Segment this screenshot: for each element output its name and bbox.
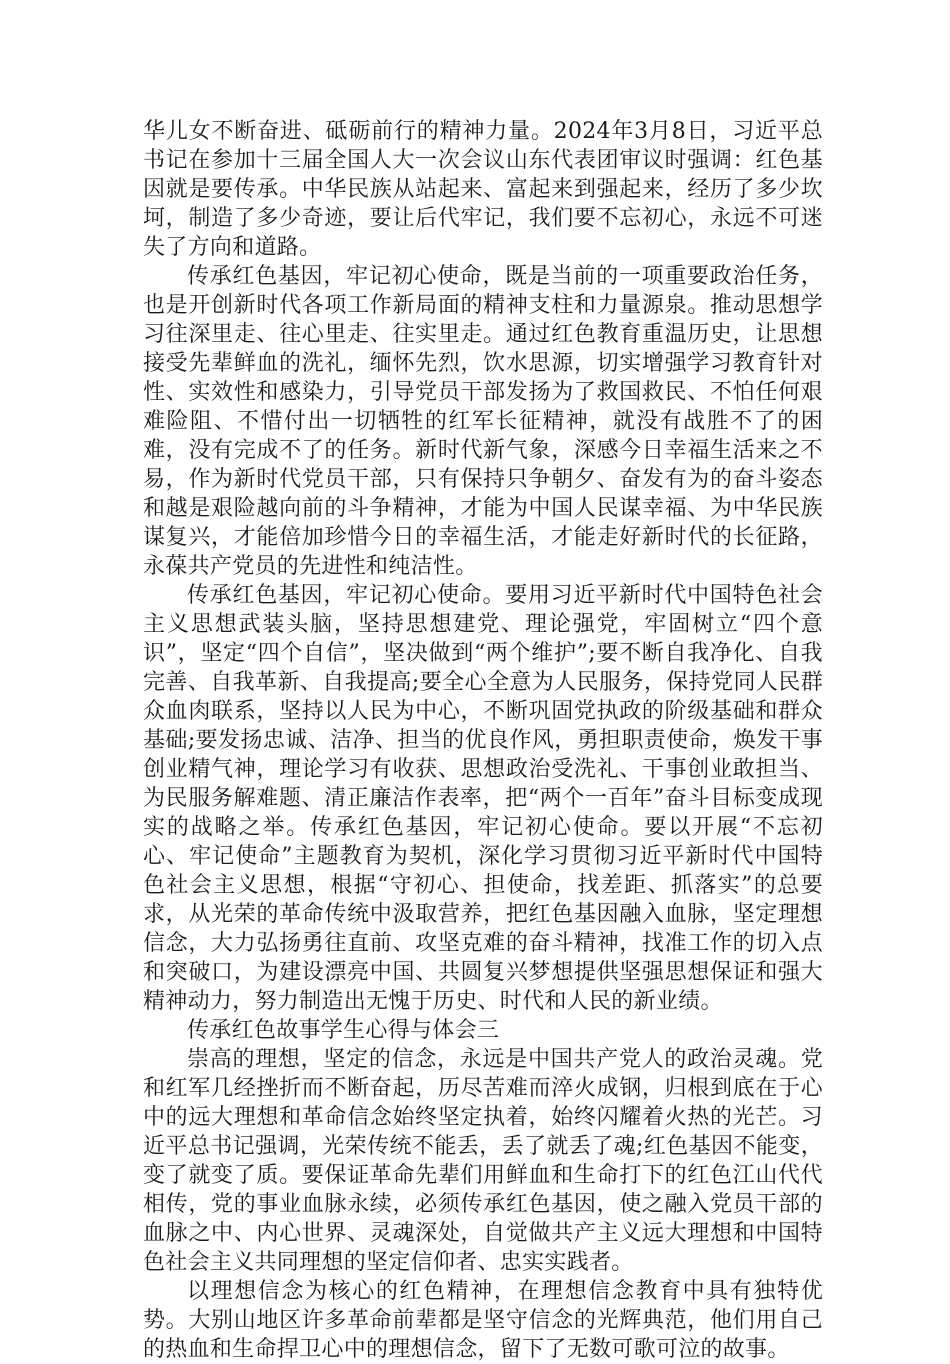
paragraph-inherit-red-gene-2: 传承红色基因，牢记初心使命。要用习近平新时代中国特色社会主义思想武装头脑，坚持思想建党、理论强党，牢固树立“四个意识”，坚定“四个自信”，坚决做到“两个维护”;要不断自我净化、自我完善、自我革新、自我提高;要全心全意为人民服务，保持党同人民群众血肉联系，坚持以人民为中心，不断巩固党执政的阶级基础和群众基础;要发扬忠诚、洁净、担当的优良作风，勇担职责使命，焕发干事创业精气神，理论学习有收获、思想政治受洗礼、干事创业敢担当、为民服务解难题、清正廉洁作表率，把“两个一百年”奋斗目标变成现实的战略之举。传承红色基因，牢记初心使命。要以开展“不忘初心、牢记使命”主题教育为契机，深化学习贯彻习近平新时代中国特色社会主义思想，根据“守初心、担使命，找差距、抓落实”的总要求，从光荣的革命传统中汲取营养，把红色基因融入血脉，坚定理想信念，大力弘扬勇往直前、攻坚克难的奋斗精神，找准工作的切入点和突破口，为建设漂亮中国、共圆复兴梦想提供坚强思想保证和强大精神动力，努力制造出无愧于历史、时代和人民的新业绩。	[143, 583, 823, 1014]
paragraph-continuation: 华儿女不断奋进、砥砺前行的精神力量。2024年3月8日，习近平总书记在参加十三届全国人大一次会议山东代表团审议时强调：红色基因就是要传承。中华民族从站起来、富起来到强起来，经历了多少坎坷，制造了多少奇迹，要让后代牢记，我们要不忘初心，永远不可迷失了方向和道路。	[143, 119, 823, 260]
section-heading: 传承红色故事学生心得与体会三	[187, 1018, 500, 1043]
document-page	[143, 117, 823, 1364]
paragraph-lofty-ideals: 崇高的理想，坚定的信念，永远是中国共产党人的政治灵魂。党和红军几经挫折而不断奋起，历尽苦难而淬火成钢，归根到底在于心中的远大理想和革命信念始终坚定执着，始终闪耀着火热的光芒。习近平总书记强调，光荣传统不能丢，丢了就丢了魂;红色基因不能变，变了就变了质。要保证革命先辈们用鲜血和生命打下的红色江山代代相传，党的事业血脉永续，必须传承红色基因，使之融入党员干部的血脉之中、内心世界、灵魂深处，自觉做共产主义远大理想和中国特色社会主义共同理想的坚定信仰者、忠实实践者。	[143, 1047, 823, 1275]
paragraph-inherit-red-gene-1: 传承红色基因，牢记初心使命，既是当前的一项重要政治任务，也是开创新时代各项工作新局面的精神支柱和力量源泉。推动思想学习往深里走、往心里走、往实里走。通过红色教育重温历史，让思想接受先辈鲜血的洗礼，缅怀先烈，饮水思源，切实增强学习教育针对性、实效性和感染力，引导党员干部发扬为了救国救民、不怕任何艰难险阻、不惜付出一切牺牲的红军长征精神，就没有战胜不了的困难，没有完成不了的任务。新时代新气象，深感今日幸福生活来之不易，作为新时代党员干部，只有保持只争朝夕、奋发有为的奋斗姿态和越是艰险越向前的斗争精神，才能为中国人民谋幸福、为中华民族谋复兴，才能倍加珍惜今日的幸福生活，才能走好新时代的长征路，永葆共产党员的先进性和纯洁性。	[143, 264, 823, 579]
paragraph-red-spirit: 以理想信念为核心的红色精神，在理想信念教育中具有独特优势。大别山地区许多革命前辈都是坚守信念的光辉典范，他们用自己的热血和生命捍卫心中的理想信念，留下了无数可歌可泣的故事。	[143, 1279, 823, 1362]
